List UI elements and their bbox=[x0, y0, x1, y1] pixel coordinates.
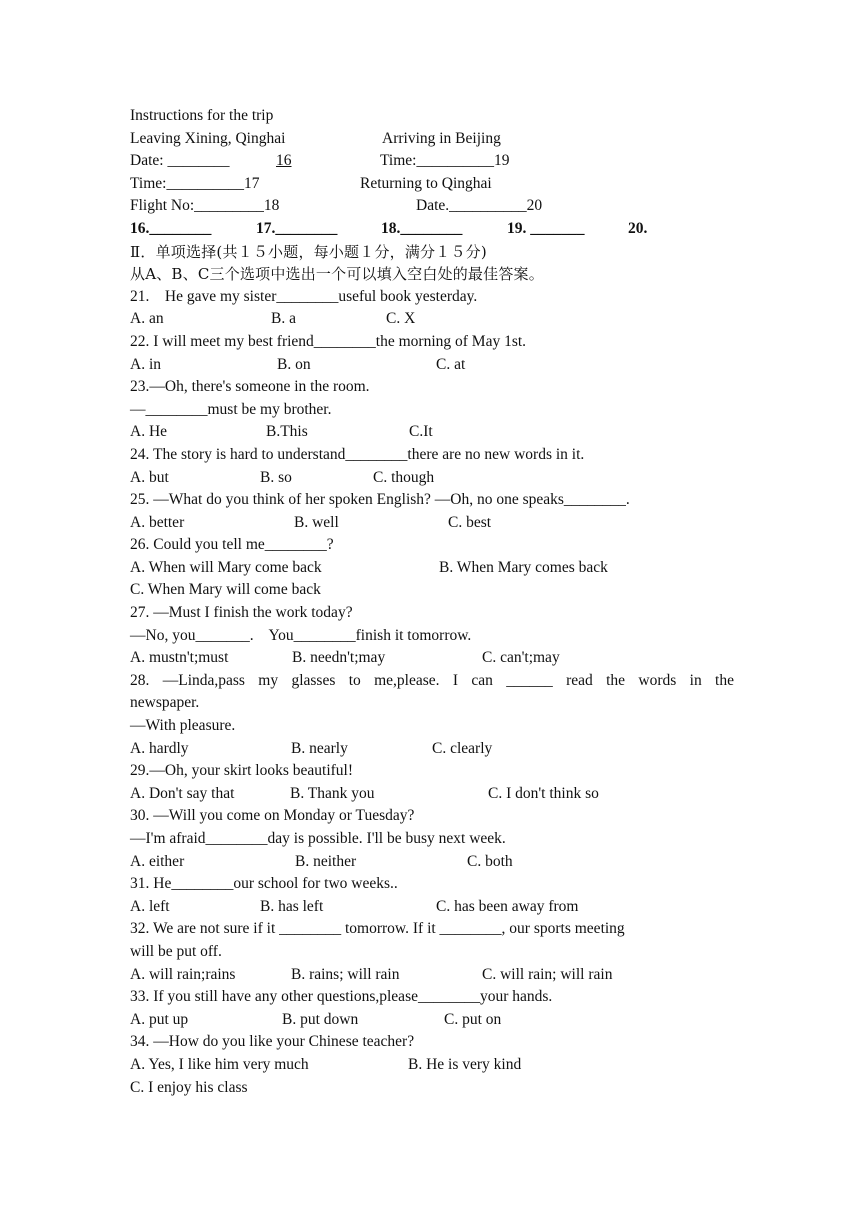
options-24 bbox=[130, 467, 734, 490]
option-a: A. Yes, I like him very much bbox=[130, 1055, 309, 1073]
trip-row-4 bbox=[130, 195, 734, 218]
option-a: A. mustn't;must bbox=[130, 649, 229, 667]
time-label-right: Time:__________19 bbox=[380, 152, 510, 170]
arriving-label: Arriving in Beijing bbox=[382, 129, 501, 147]
option-c: C. though bbox=[373, 468, 435, 486]
option-b: B. needn't;may bbox=[292, 649, 386, 667]
question-34: 34. —How do you like your Chinese teacher? bbox=[130, 1033, 415, 1051]
question-21: 21. He gave my sister________useful book yesterday. bbox=[130, 287, 478, 305]
option-a: A. He bbox=[130, 423, 168, 441]
leaving-label: Leaving Xining, Qinghai bbox=[130, 129, 286, 147]
option-c: C. has been away from bbox=[436, 897, 579, 915]
option-a: A. Don't say that bbox=[130, 784, 235, 802]
option-c: C. put on bbox=[444, 1010, 502, 1028]
trip-row-2 bbox=[130, 150, 734, 173]
answer-blank-19: 19. _______ bbox=[507, 219, 585, 237]
date-label-right: Date.__________20 bbox=[416, 197, 543, 215]
option-c: C. both bbox=[467, 852, 513, 870]
question-26: 26. Could you tell me________? bbox=[130, 536, 334, 554]
option-b: B. He is very kind bbox=[408, 1055, 522, 1073]
option-b: B. has left bbox=[260, 897, 324, 915]
question-28: 28. —Linda,pass my glasses to me,please. I can ______ read the words in the bbox=[130, 671, 734, 689]
option-a: A. hardly bbox=[130, 739, 189, 757]
option-a: A. either bbox=[130, 852, 185, 870]
option-c: C. I enjoy his class bbox=[130, 1078, 248, 1096]
question-30: 30. —Will you come on Monday or Tuesday? bbox=[130, 807, 415, 825]
option-a: A. left bbox=[130, 897, 170, 915]
option-a: A. in bbox=[130, 355, 161, 373]
answer-blank-17: 17.________ bbox=[256, 219, 338, 237]
option-a: A. an bbox=[130, 310, 164, 328]
options-26-row-2 bbox=[130, 579, 734, 602]
option-b: B.This bbox=[266, 423, 308, 441]
options-31 bbox=[130, 896, 734, 919]
option-c: C. will rain; will rain bbox=[482, 965, 613, 983]
question-29: 29.—Oh, your skirt looks beautiful! bbox=[130, 762, 354, 780]
question-33: 33. If you still have any other questions,please________your hands. bbox=[130, 988, 553, 1006]
option-b: B. Thank you bbox=[290, 784, 375, 802]
question-30-reply: —I'm afraid________day is possible. I'll be busy next week. bbox=[130, 830, 506, 847]
question-28-continued: newspaper. bbox=[130, 694, 200, 712]
options-34-row-2 bbox=[130, 1077, 734, 1100]
question-24: 24. The story is hard to understand________there are no new words in it. bbox=[130, 445, 585, 463]
option-b: B. on bbox=[277, 355, 311, 373]
question-28-reply: —With pleasure. bbox=[130, 717, 236, 735]
trip-title: Instructions for the trip bbox=[130, 107, 274, 124]
answer-blank-20: 20. bbox=[628, 219, 648, 237]
option-c: C. When Mary will come back bbox=[130, 581, 321, 599]
question-32: 32. We are not sure if it ________ tomorrow. If it ________, our sports meeting bbox=[130, 920, 625, 938]
option-a: A. put up bbox=[130, 1010, 189, 1028]
date-label: Date: ________ bbox=[130, 152, 230, 170]
date-blank-number: 16 bbox=[276, 152, 292, 170]
answer-blanks-row bbox=[130, 218, 734, 241]
option-b: B. well bbox=[294, 513, 339, 531]
option-b: B. neither bbox=[295, 852, 357, 870]
question-32-continued: will be put off. bbox=[130, 942, 222, 960]
time-label-left: Time:__________17 bbox=[130, 174, 260, 192]
options-26 bbox=[130, 557, 734, 580]
options-34 bbox=[130, 1054, 734, 1077]
answer-blank-18: 18.________ bbox=[381, 219, 463, 237]
option-c: C. clearly bbox=[432, 739, 493, 757]
option-c: C. best bbox=[448, 513, 492, 531]
option-a: A. better bbox=[130, 513, 185, 531]
question-25: 25. —What do you think of her spoken English? —Oh, no one speaks________. bbox=[130, 491, 630, 509]
options-30 bbox=[130, 851, 734, 874]
option-c: C. at bbox=[436, 355, 466, 373]
trip-row-3 bbox=[130, 173, 734, 196]
option-c: C.It bbox=[409, 423, 433, 441]
option-b: B. put down bbox=[282, 1010, 359, 1028]
returning-label: Returning to Qinghai bbox=[360, 174, 492, 192]
options-21 bbox=[130, 308, 734, 331]
options-28 bbox=[130, 738, 734, 761]
option-b: B. a bbox=[271, 310, 296, 328]
option-a: A. but bbox=[130, 468, 169, 486]
option-c: C. I don't think so bbox=[488, 784, 599, 802]
option-b: B. When Mary comes back bbox=[439, 558, 608, 576]
option-c: C. can't;may bbox=[482, 649, 560, 667]
question-31: 31. He________our school for two weeks.. bbox=[130, 875, 398, 893]
section-heading: Ⅱ．单项选择(共１５小题，每小题１分，满分１５分) bbox=[130, 242, 487, 261]
option-a: A. When will Mary come back bbox=[130, 558, 322, 576]
option-a: A. will rain;rains bbox=[130, 965, 236, 983]
options-25 bbox=[130, 512, 734, 535]
question-23-reply: —________must be my brother. bbox=[130, 400, 332, 418]
trip-row-1 bbox=[130, 128, 734, 151]
options-27 bbox=[130, 647, 734, 670]
options-33 bbox=[130, 1009, 734, 1032]
options-32 bbox=[130, 964, 734, 987]
document-page bbox=[130, 105, 734, 1099]
option-b: B. so bbox=[260, 468, 292, 486]
question-27: 27. —Must I finish the work today? bbox=[130, 604, 353, 622]
question-22: 22. I will meet my best friend________the morning of May 1st. bbox=[130, 332, 527, 350]
options-22 bbox=[130, 354, 734, 377]
question-27-reply: —No, you_______. You________finish it tomorrow. bbox=[130, 626, 472, 644]
flight-label: Flight No:_________18 bbox=[130, 197, 280, 215]
question-23: 23.—Oh, there's someone in the room. bbox=[130, 378, 370, 396]
answer-blank-16: 16.________ bbox=[130, 219, 212, 237]
option-c: C. X bbox=[386, 310, 416, 328]
options-23 bbox=[130, 421, 734, 444]
option-b: B. nearly bbox=[291, 739, 348, 757]
section-instruction: 从A、B、C三个选项中选出一个可以填入空白处的最佳答案。 bbox=[130, 265, 544, 284]
option-b: B. rains; will rain bbox=[291, 965, 400, 983]
options-29 bbox=[130, 783, 734, 806]
